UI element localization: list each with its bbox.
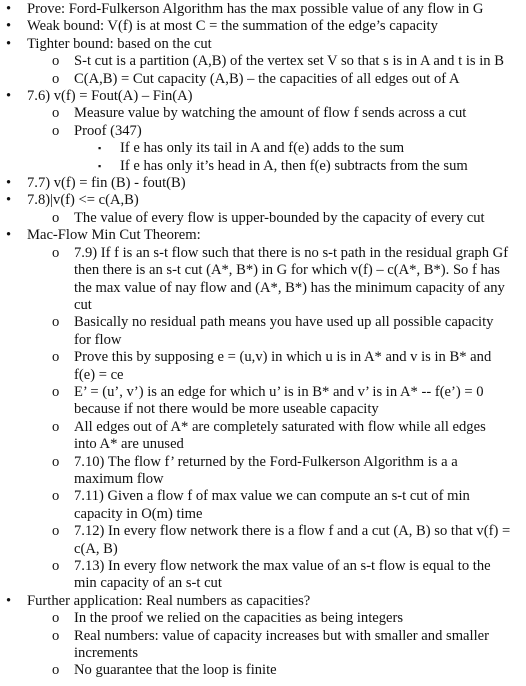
list-item-text: If e has only its tail in A and f(e) adds to the sum — [120, 140, 405, 157]
bullet-marker: • — [6, 227, 12, 244]
list-item-text: capacity in O(m) time — [74, 505, 203, 522]
list-item-level-2 — [0, 454, 526, 471]
list-item-level-3 — [0, 140, 526, 157]
list-item-text: 7.8)|v(f) <= c(A,B) — [27, 192, 139, 209]
bullet-marker: o — [52, 488, 60, 505]
list-item-text: 7.9) If f is an s-t flow such that there is no s-t path in the residual graph Gf — [74, 244, 509, 261]
list-item-text: E’ = (u’, v’) is an edge for which u’ is in B* and v’ is in A* -- f(e’) = 0 — [74, 383, 484, 400]
list-item-text: Measure value by watching the amount of flow f sends across a cut — [74, 105, 467, 122]
bullet-marker: o — [52, 383, 60, 400]
bullet-marker: • — [6, 1, 12, 17]
list-item-level-2 — [0, 419, 526, 436]
list-item-level-1 — [0, 1, 526, 18]
list-item-continuation — [0, 262, 526, 279]
list-item-continuation — [0, 471, 526, 488]
list-item-text: 7.6) v(f) = Fout(A) – Fin(A) — [27, 88, 193, 105]
list-item-text: C(A,B) = Cut capacity (A,B) – the capacities of all edges out of A — [74, 70, 460, 87]
list-item-text: Real numbers: value of capacity increases but with smaller and smaller — [74, 627, 489, 644]
list-item-text: c(A, B) — [74, 540, 118, 557]
list-item-text: The value of every flow is upper-bounded by the capacity of every cut — [74, 209, 485, 226]
bullet-marker: o — [52, 418, 60, 435]
list-item-level-1 — [0, 18, 526, 35]
list-item-level-2 — [0, 488, 526, 505]
bullet-marker: o — [52, 105, 60, 122]
list-item-text: If e has only it’s head in A, then f(e) subtracts from the sum — [120, 157, 468, 174]
list-item-text: All edges out of A* are completely saturated with flow while all edges — [74, 418, 486, 435]
bullet-marker: • — [6, 592, 12, 609]
list-item-continuation — [0, 645, 526, 662]
list-item-text: 7.7) v(f) = fin (B) - fout(B) — [27, 175, 186, 192]
list-item-level-2 — [0, 558, 526, 575]
bullet-marker: o — [52, 558, 60, 574]
bullet-marker: ▪ — [98, 160, 102, 171]
list-item-level-2 — [0, 123, 526, 140]
list-item-level-2 — [0, 523, 526, 540]
list-item-level-1 — [0, 36, 526, 53]
bullet-marker: ▪ — [98, 143, 102, 154]
list-item-text: into A* are unused — [74, 436, 184, 453]
list-item-text: then there is an s-t cut (A*, B*) in G for which v(f) – c(A*, B*). So f has — [74, 262, 500, 279]
bullet-marker: • — [6, 88, 12, 105]
list-item-text: S-t cut is a partition (A,B) of the vertex set V so that s is in A and t is in B — [74, 53, 504, 70]
list-item-level-2 — [0, 210, 526, 227]
list-item-level-1 — [0, 227, 526, 244]
list-item-text: 7.12) In every flow network there is a flow f and a cut (A, B) so that v(f) = — [74, 523, 511, 540]
list-item-level-1 — [0, 88, 526, 105]
list-item-text: Further application: Real numbers as capacities? — [27, 592, 311, 609]
list-item-text: 7.11) Given a flow f of max value we can compute an s-t cut of min — [74, 488, 470, 505]
list-item-text: cut — [74, 296, 92, 313]
list-item-level-2 — [0, 662, 526, 679]
bullet-marker: o — [52, 314, 60, 331]
list-item-text: maximum flow — [74, 470, 164, 487]
list-item-text: f(e) = ce — [74, 366, 124, 383]
bullet-marker: o — [52, 453, 60, 470]
bullet-marker: o — [52, 209, 60, 226]
bullet-marker: o — [52, 70, 60, 87]
list-item-text: because if not there would be more useable capacity — [74, 401, 379, 418]
list-item-level-2 — [0, 314, 526, 331]
list-item-continuation — [0, 575, 526, 592]
bullet-marker: o — [52, 349, 60, 366]
list-item-text: the max value of nay flow and (A*, B*) has the minimum capacity of any — [74, 279, 505, 296]
list-item-level-2 — [0, 628, 526, 645]
bullet-marker: o — [52, 53, 60, 70]
list-item-level-2 — [0, 349, 526, 366]
list-item-level-1 — [0, 175, 526, 192]
list-item-level-2 — [0, 71, 526, 88]
bullet-marker: • — [6, 35, 12, 52]
list-item-text: Weak bound: V(f) is at most C = the summation of the edge’s capacity — [27, 18, 438, 35]
bullet-marker: o — [52, 244, 60, 261]
list-item-level-2 — [0, 105, 526, 122]
list-item-continuation — [0, 506, 526, 523]
list-item-continuation — [0, 332, 526, 349]
list-item-text: No guarantee that the loop is finite — [74, 662, 277, 679]
bullet-marker: o — [52, 523, 60, 540]
list-item-text: Proof (347) — [74, 122, 142, 139]
list-item-continuation — [0, 280, 526, 297]
list-item-text: for flow — [74, 331, 122, 348]
list-item-level-2 — [0, 384, 526, 401]
list-item-level-2 — [0, 245, 526, 262]
bullet-marker: o — [52, 627, 60, 644]
bullet-marker: o — [52, 122, 60, 139]
list-item-text: Prove: Ford-Fulkerson Algorithm has the max possible value of any flow in G — [27, 1, 484, 17]
list-item-level-2 — [0, 610, 526, 627]
bullet-marker: o — [52, 610, 60, 627]
list-item-text: 7.13) In every flow network the max value of an s-t flow is equal to the — [74, 558, 491, 574]
list-item-continuation — [0, 401, 526, 418]
list-item-text: In the proof we relied on the capacities as being integers — [74, 610, 404, 627]
list-item-text: 7.10) The flow f’ returned by the Ford-Fulkerson Algorithm is a a — [74, 453, 458, 470]
list-item-level-3 — [0, 158, 526, 175]
list-item-text: Prove this by supposing e = (u,v) in which u is in A* and v is in B* and — [74, 349, 492, 366]
list-item-level-1 — [0, 593, 526, 610]
list-item-level-2 — [0, 53, 526, 70]
bullet-marker: o — [52, 662, 60, 679]
list-item-continuation — [0, 367, 526, 384]
list-item-text: increments — [74, 645, 139, 662]
list-item-text: Basically no residual path means you have used up all possible capacity — [74, 314, 494, 331]
list-item-continuation — [0, 541, 526, 558]
list-item-text: min capacity of an s-t cut — [74, 575, 222, 592]
bullet-marker: • — [6, 175, 12, 192]
list-item-continuation — [0, 436, 526, 453]
list-item-text: Tighter bound: based on the cut — [27, 35, 212, 52]
list-item-text: Mac-Flow Min Cut Theorem: — [27, 227, 201, 244]
list-item-level-1 — [0, 192, 526, 209]
bullet-marker: • — [6, 192, 12, 209]
list-item-continuation — [0, 297, 526, 314]
bullet-marker: • — [6, 18, 12, 35]
